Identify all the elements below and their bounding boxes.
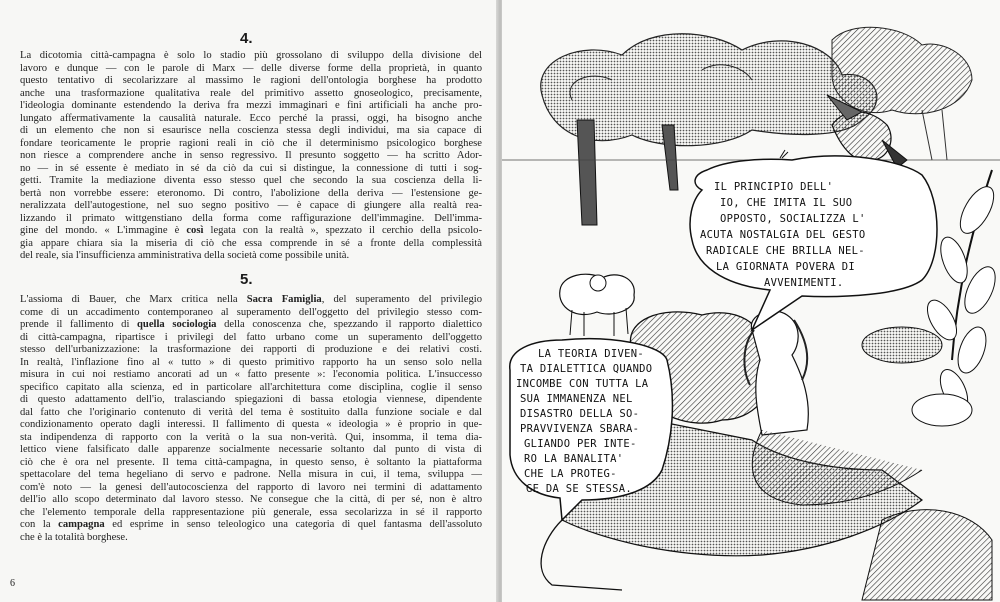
right-page bbox=[502, 0, 1000, 602]
left-page bbox=[0, 0, 498, 602]
section-4-line: di un elemento che non si esaurisce nella coscienza stessa degli individui, ma sia capace di bbox=[20, 125, 482, 136]
section-5-line: che l'elemento temporale della rappresentazione più generale, essa secolarizza in sé il rapporto bbox=[20, 506, 482, 518]
bubble-left-line-3: INCOMBE CON TUTTA LA bbox=[516, 378, 649, 390]
bubble-left-line-6: PRAVVIVENZA SBARA- bbox=[520, 423, 640, 435]
section-5-line: prende il fallimento di quella sociologia della conoscenza che, spezzando il rapporto dialettico bbox=[20, 319, 482, 330]
section-5-line: In realtà, l'inflazione fino al « tutto » di questo primitivo rapporto ha un senso solo nella bbox=[20, 356, 482, 368]
bubble-top-line-5: RADICALE CHE BRILLA NEL- bbox=[706, 245, 865, 257]
section-4-line: gine del mondo. « L'immagine è così legata con la realtà », spezzato il cerchio della psicolo- bbox=[20, 225, 482, 236]
section-5-heading: 5. bbox=[240, 271, 253, 288]
bubble-top-line-3: OPPOSTO, SOCIALIZZA L' bbox=[720, 213, 866, 225]
section-4-line: questo tentativo di secolarizzare al massimo le ragioni dell'ontologia borghese ha prodotto bbox=[20, 75, 482, 86]
section-5-line: misura in cui noi restiamo ancorati ad un « fatto presente »: l'economia politica. L'insuccesso bbox=[20, 369, 482, 380]
section-5-line: dell'io allo scopo determinato dal lavoro stesso. Ne consegue che la città, di per sé, non è altro bbox=[20, 494, 482, 505]
section-5-line: com'è noto — la genesi dell'autocoscienza del rapporto di lavoro nei termini di adattamento bbox=[20, 481, 482, 493]
section-5-line: che è la totalità borghese. bbox=[20, 531, 128, 543]
section-5-line: condizionamento operato dagli interessi. Il fallimento di questa « ideologia » è proprio in que- bbox=[20, 419, 482, 430]
section-5-line: specifico capitato alla scienza, ed in particolare all'architettura come disciplina, coglie il senso bbox=[20, 381, 482, 393]
section-5-line: di questo adattamento dell'io, tralasciando spiegazioni di bassa etologia viennese, dipendente bbox=[20, 394, 482, 405]
bubble-left-line-9: CHE LA PROTEG- bbox=[524, 468, 617, 480]
section-4-line: neralizzata dell'autogestione, nel suo segno positivo — è capace di giungere alla realtà rea- bbox=[20, 200, 482, 211]
bubble-left-line-10: GE DA SE STESSA. bbox=[526, 483, 632, 495]
section-4-line: del reale, sia l'insufficienza amministrativa della società come possibile unità. bbox=[20, 250, 350, 261]
bubble-top-line-2: IO, CHE IMITA IL SUO bbox=[720, 197, 853, 209]
section-4-paragraph bbox=[20, 50, 482, 263]
bubble-top-line-4: ACUTA NOSTALGIA DEL GESTO bbox=[700, 229, 866, 241]
section-5-paragraph bbox=[20, 294, 482, 544]
speech-bubble-top bbox=[690, 156, 937, 330]
section-4-heading: 4. bbox=[240, 30, 253, 47]
section-4-line: no — in sé essente è mediato in sé da ciò da cui si distingue, la connessione di tutti i sog- bbox=[20, 162, 482, 174]
sheep-figures bbox=[560, 274, 635, 336]
section-4-line: fondare teoricamente le proprie ragioni reali in ciò che il determinismo psicologico borghese bbox=[20, 137, 482, 149]
section-4-line: bertà non vorrebbe essere: eteronomo. Di contro, l'abolizione della deriva — l'estensione ge- bbox=[20, 187, 482, 199]
section-5-line: come di un accadimento contemporaneo al superamento dell'oggetto del privilegio stesso com- bbox=[20, 306, 482, 318]
bubble-left-line-1: LA TEORIA DIVEN- bbox=[538, 348, 644, 360]
section-5-line: L'assioma di Bauer, che Marx critica nella Sacra Famiglia, del superamento del privilegio bbox=[20, 294, 482, 305]
bubble-top-line-6: LA GIORNATA POVERA DI bbox=[716, 261, 856, 273]
section-4-line: La dicotomia città-campagna è solo lo stadio più grossolano di sviluppo della divisione del bbox=[20, 50, 482, 61]
section-5-line: di città-campagna, ripartisce i privilegi del fatto urbano come un superamento dell'oggetto bbox=[20, 331, 482, 343]
section-5-line: lettico viene falsificato dalle apparenze socialmente necessarie soltanto dal punto di vista di bbox=[20, 444, 482, 455]
section-5-line: dal fatto che l'originario contenuto di verità del tema è sostituito dalla funzione sociale e dal bbox=[20, 406, 482, 418]
section-5-line: sta indipendenza di rapporto con la verità o la sua non-verità. Qui, insomma, il tema dia- bbox=[20, 431, 482, 443]
section-4-line: lungato affermativamente la causalità naturale. Ecco perché la prassi, oggi, ha bisogno anche bbox=[20, 112, 482, 124]
page-number: 6 bbox=[10, 578, 15, 589]
section-5-line: spettacolare del tema hegeliano di servo e padrone. Nella misura in cui, il tema, sviluppa — bbox=[20, 469, 482, 480]
section-4-line: lizzando il primato wittgenstiano della forma come raffigurazione dell'immagine. Dell'imma- bbox=[20, 212, 482, 224]
section-4-line: non riesce a comprendere anche in senso regressivo. Il presunto soggetto — ha scritto Ador- bbox=[20, 150, 482, 161]
section-4-line: getti. Tramite la mediazione diventa esso stesso quel che secondo la sua coscienza della li- bbox=[20, 175, 482, 186]
bubble-left-line-5: DISASTRO DELLA SO- bbox=[520, 408, 640, 420]
bubble-left-line-2: TA DIALETTICA QUANDO bbox=[520, 363, 653, 375]
bubble-left-line-8: RO LA BANALITA' bbox=[524, 453, 624, 465]
section-5-line: con la campagna ed esprime in senso teleologico una categoria di quel fantasma dell'assoluto bbox=[20, 519, 482, 530]
bubble-left-line-4: SUA IMMANENZA NEL bbox=[520, 393, 633, 405]
section-5-line: ciò che è ora nel presente. Il tema città-campagna, in questo senso, è soltanto la piattaforma bbox=[20, 456, 482, 468]
section-4-line: lavoro e dunque — con le parole di Marx — delle diverse forme della proprietà, in quanto bbox=[20, 62, 482, 74]
comic-illustration bbox=[502, 0, 1000, 602]
section-5-line: stesso dell'urbanizzazione: la trasformazione dei rapporti di produzione e dei relativi costi. bbox=[20, 344, 482, 355]
section-4-line: gia appare chiara sia la miseria di ciò che essa comprende in sé a fronte della complessità bbox=[20, 237, 482, 249]
bubble-top-line-7: AVVENIMENTI. bbox=[764, 277, 844, 289]
section-4-line: l'ideologia dominante estendendo la deriva fra mezzi immaginari e fini artificiali ha anche pro- bbox=[20, 100, 482, 111]
bubble-left-line-7: GLIANDO PER INTE- bbox=[524, 438, 637, 450]
section-4-line: anche una trasformazione qualitativa reale del primitivo assetto gnoseologico, precisamente, bbox=[20, 87, 482, 99]
bubble-top-line-1: IL PRINCIPIO DELL' bbox=[714, 181, 834, 193]
